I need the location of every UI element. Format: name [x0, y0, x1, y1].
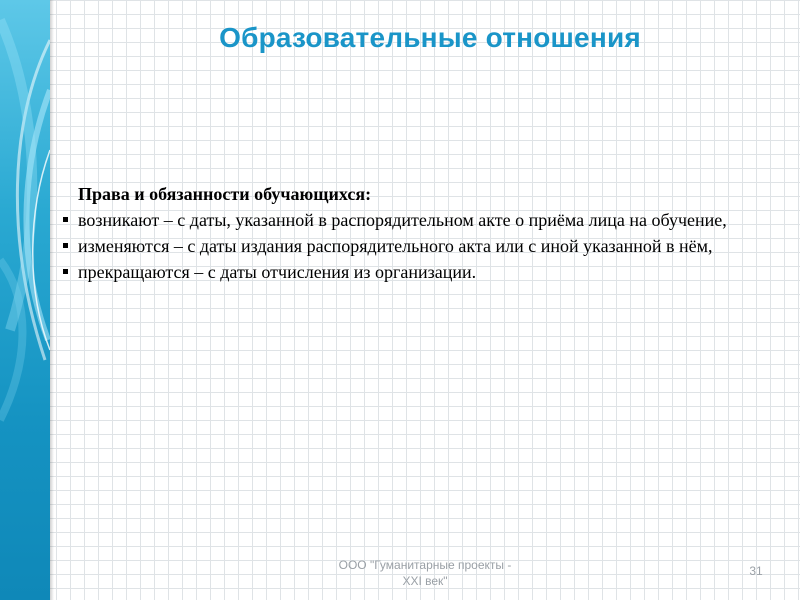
- wave-decoration: [0, 0, 50, 600]
- side-band-shadow: [50, 0, 54, 600]
- content-heading: Права и обязанности обучающихся:: [78, 184, 372, 204]
- bullet-square-icon: [63, 243, 68, 248]
- footer-organization-line1: ООО "Гуманитарные проекты -: [338, 558, 512, 572]
- footer-organization-line2: XXI век": [402, 574, 448, 588]
- bullet-text: прекращаются – с даты отчисления из организации.: [78, 262, 477, 282]
- bullet-square-icon: [63, 217, 68, 222]
- bullet-text: возникают – с даты, указанной в распорядительном акте о приёма лица на обучение,: [78, 210, 727, 230]
- page-number: 31: [749, 564, 763, 578]
- bullet-item: [60, 233, 790, 259]
- slide-content: [60, 181, 790, 285]
- bullet-item: [60, 259, 790, 285]
- bullet-text: изменяются – с даты издания распорядительного акта или с иной указанной в нём,: [78, 236, 713, 256]
- slide-title: Образовательные отношения: [219, 22, 641, 53]
- bullet-item: [60, 207, 790, 233]
- footer-organization: [300, 557, 550, 589]
- decorative-side-band: [0, 0, 50, 600]
- bullet-square-icon: [63, 269, 68, 274]
- bullet-list: [60, 207, 790, 285]
